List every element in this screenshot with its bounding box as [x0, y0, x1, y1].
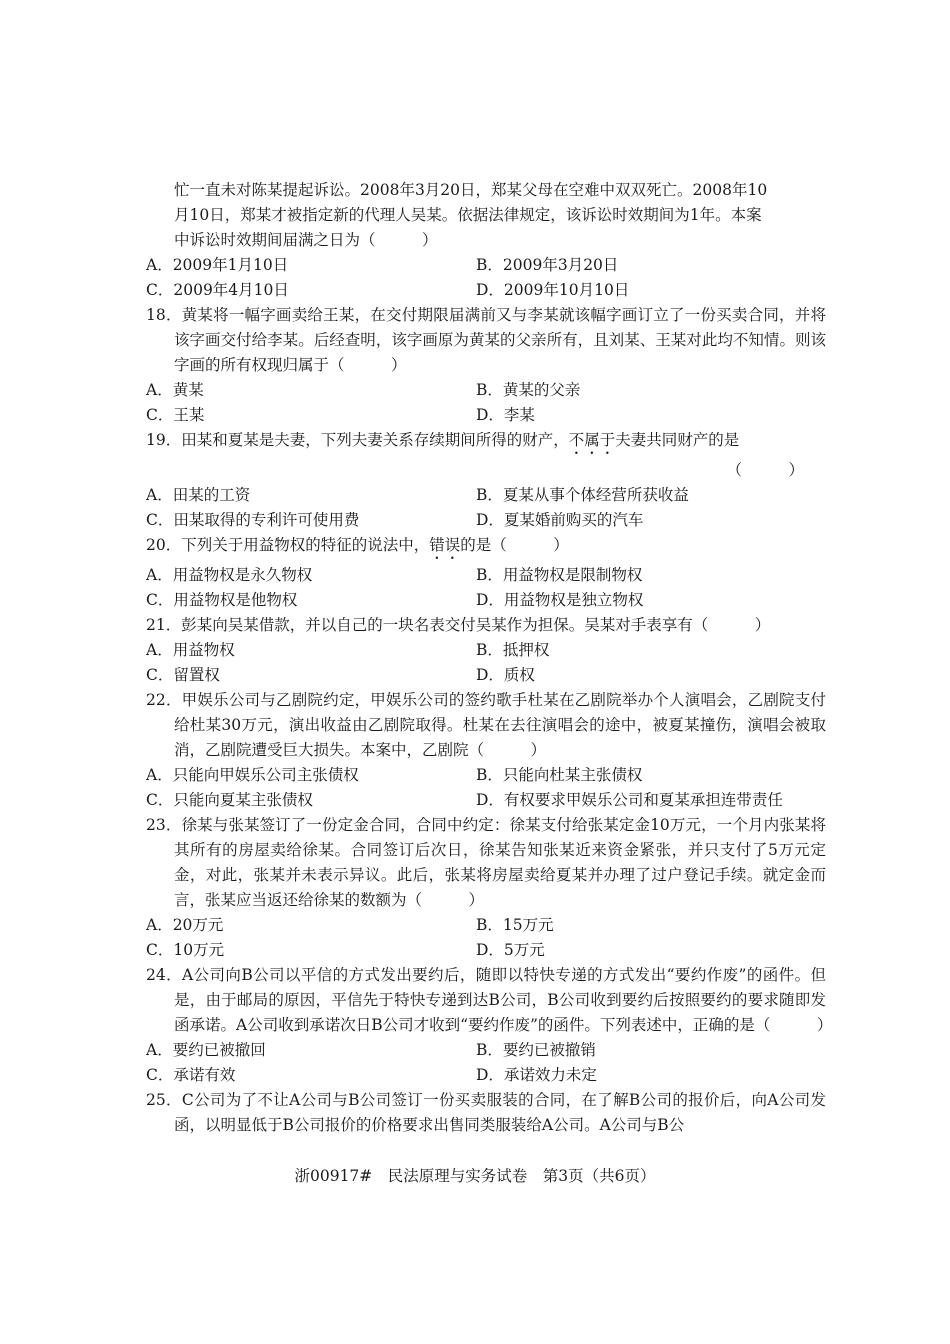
question-20-stem-before: 20．下列关于用益物权的特征的说法中， — [146, 536, 430, 554]
option-a: A．用益物权是永久物权 — [146, 566, 313, 584]
option-b: B．要约已被撤销 — [476, 1041, 596, 1059]
question-20-stem-after: 的是（ ） — [460, 536, 569, 554]
question-24-stem: 24．A公司向B公司以平信的方式发出要约后，随即以特快专递的方式发出“要约作废”的函件。但是，由于邮局的原因，平信先于特快专递到达B公司，B公司收到要约后按照要约的要求随即发函承诺。A公司收到承诺次日B公司才收到“要约作废”的函件。下列表述中，正确的是（ ） — [146, 966, 833, 1034]
option-b: B．2009年3月20日 — [476, 256, 619, 274]
question-18-options — [146, 378, 826, 428]
question-17-continuation — [146, 178, 826, 253]
option-c: C．2009年4月10日 — [146, 281, 289, 299]
option-c: C．用益物权是他物权 — [146, 591, 298, 609]
question-23-stem: 23．徐某与张某签订了一份定金合同，合同中约定：徐某支付给张某定金10万元，一个月内张某将其所有的房屋卖给徐某。合同签订后次日，徐某告知张某近来资金紧张，并只支付了5万元定金，对此，张某并未表示异议。此后，张某将房屋卖给夏某并办理了过户登记手续。就定金而言，张某应当返还给徐某的数额为（ ） — [146, 816, 826, 909]
option-c: C．只能向夏某主张债权 — [146, 791, 313, 809]
question-18-stem: 18．黄某将一幅字画卖给王某，在交付期限届满前又与李某就该幅字画订立了一份买卖合同，并将该字画交付给李某。后经查明，该字画原为黄某的父亲所有，且刘某、王某对此均不知情。则该字画的所有权现归属于（ ） — [146, 306, 826, 374]
question-19-options — [146, 483, 826, 533]
question-25-stem: 25．C公司为了不让A公司与B公司签订一份买卖服装的合同，在了解B公司的报价后，向A公司发函，以明显低于B公司报价的价格要求出售同类服装给A公司。A公司与B公 — [146, 1091, 826, 1134]
option-d: D．有权要求甲娱乐公司和夏某承担连带责任 — [476, 791, 783, 809]
question-19-stem-after: 夫妻共同财产的是 — [615, 431, 740, 449]
option-a: A．要约已被撤回 — [146, 1041, 266, 1059]
option-d: D．质权 — [476, 666, 535, 684]
option-c: C．承诺有效 — [146, 1066, 236, 1084]
question-19-stem — [146, 428, 826, 458]
option-b: B．只能向杜某主张债权 — [476, 766, 643, 784]
option-a: A．黄某 — [146, 381, 204, 399]
option-a: A．只能向甲娱乐公司主张债权 — [146, 766, 359, 784]
question-20-stem — [146, 533, 826, 563]
question-19-answer-paren: （ ） — [726, 461, 804, 479]
exam-page — [146, 178, 833, 1138]
option-d: D．2009年10月10日 — [476, 281, 630, 299]
option-a: A．用益物权 — [146, 641, 235, 659]
option-d: D．李某 — [476, 406, 535, 424]
question-19-emphasis: 不属于 — [568, 431, 616, 449]
option-c: C．10万元 — [146, 941, 225, 959]
option-a: A．2009年1月10日 — [146, 256, 289, 274]
question-17-line: 中诉讼时效期间届满之日为（ ） — [174, 231, 438, 249]
option-a: A．田某的工资 — [146, 486, 251, 504]
page-footer: 浙00917# 民法原理与实务试卷 第3页（共6页） — [294, 1167, 656, 1185]
question-17-line: 忙一直未对陈某提起诉讼。2008年3月20日，郑某父母在空难中双双死亡。2008年10 — [174, 181, 768, 199]
option-b: B．黄某的父亲 — [476, 381, 581, 399]
question-19-stem-before: 19．田某和夏某是夫妻，下列夫妻关系存续期间所得的财产， — [146, 431, 569, 449]
option-a: A．20万元 — [146, 916, 224, 934]
question-21-options — [146, 638, 826, 688]
option-d: D．承诺效力未定 — [476, 1066, 597, 1084]
question-24-options — [146, 1038, 826, 1088]
option-c: C．留置权 — [146, 666, 220, 684]
option-d: D．夏某婚前购买的汽车 — [476, 511, 644, 529]
option-c: C．王某 — [146, 406, 205, 424]
option-b: B．抵押权 — [476, 641, 550, 659]
option-b: B．15万元 — [476, 916, 554, 934]
option-d: D．用益物权是独立物权 — [476, 591, 644, 609]
option-c: C．田某取得的专利许可使用费 — [146, 511, 360, 529]
question-17-line: 月10日，郑某才被指定新的代理人吴某。依据法律规定，该诉讼时效期间为1年。本案 — [174, 206, 762, 224]
question-23-options — [146, 913, 826, 963]
question-22-stem: 22．甲娱乐公司与乙剧院约定，甲娱乐公司的签约歌手杜某在乙剧院举办个人演唱会，乙剧院支付给杜某30万元，演出收益由乙剧院取得。杜某在去往演唱会的途中，被夏某撞伤，演唱会被取消，乙剧院遭受巨大损失。本案中，乙剧院（ ） — [146, 691, 826, 759]
question-20-emphasis: 错误 — [429, 536, 461, 554]
question-20-options — [146, 563, 826, 613]
question-21-stem: 21．彭某向吴某借款，并以自己的一块名表交付吴某作为担保。吴某对手表享有（ ） — [146, 616, 771, 634]
question-17-options — [146, 253, 826, 303]
question-22-options — [146, 763, 826, 813]
option-b: B．夏某从事个体经营所获收益 — [476, 486, 689, 504]
option-b: B．用益物权是限制物权 — [476, 566, 643, 584]
option-d: D．5万元 — [476, 941, 545, 959]
